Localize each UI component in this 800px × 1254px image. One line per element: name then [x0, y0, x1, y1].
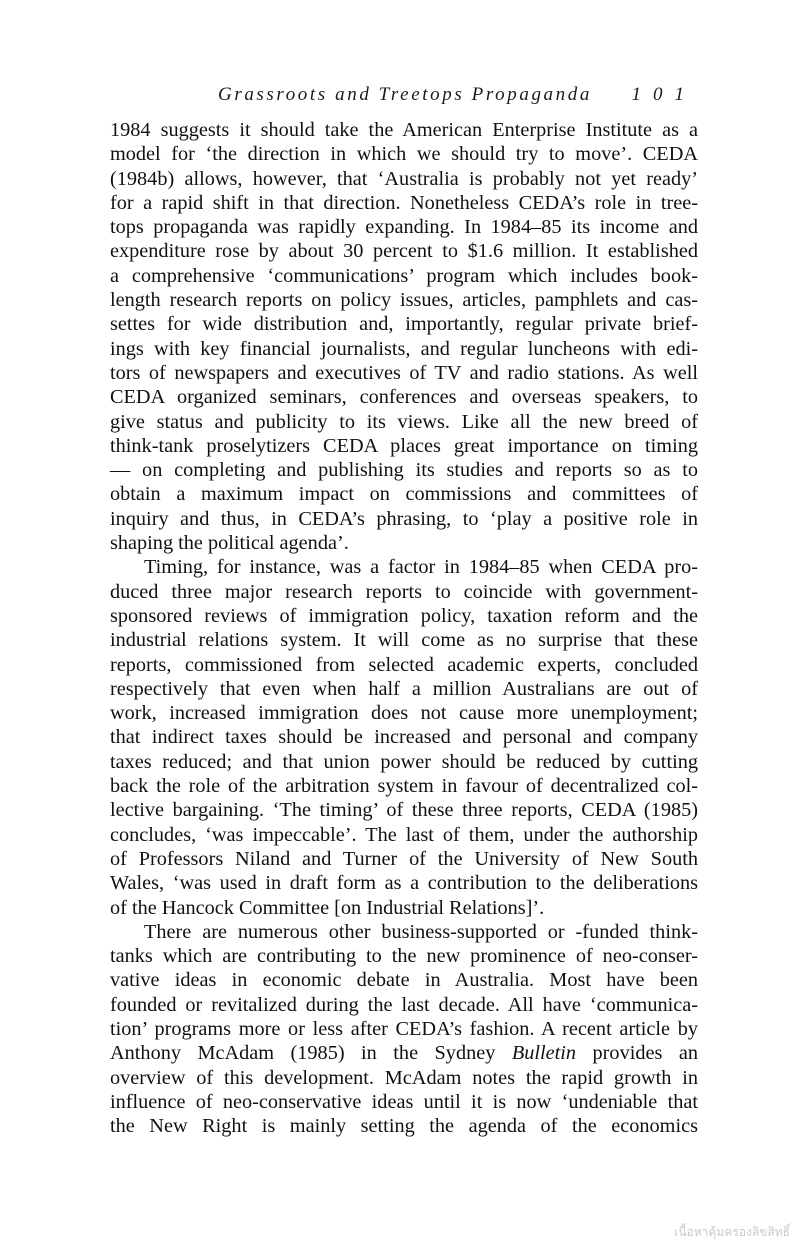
text-line: — on completing and publishing its studies and reports so as to [110, 459, 698, 482]
text-line: of Professors Niland and Turner of the University of New South [110, 847, 698, 870]
text-segment: Anthony McAdam (1985) in the Sydney [110, 1042, 496, 1065]
italic-title: Bulletin [511, 1042, 577, 1065]
text-line: tion’ programs more or less after CEDA’s fashion. A recent article by [110, 1017, 698, 1040]
text-line: think-tank proselytizers CEDA places great importance on timing [110, 434, 698, 457]
text-line: tanks which are contributing to the new prominence of neo-conser- [110, 945, 698, 968]
text-line: lective bargaining. ‘The timing’ of these three reports, CEDA (1985) [110, 799, 698, 822]
text-line: CEDA organized seminars, conferences and overseas speakers, to [110, 386, 698, 409]
text-line: Timing, for instance, was a factor in 1984–85 when CEDA pro- [144, 556, 698, 579]
text-line: taxes reduced; and that union power should be reduced by cutting [110, 750, 698, 773]
text-line: concludes, ‘was impeccable’. The last of them, under the authorship [110, 823, 698, 846]
text-line: shaping the political agenda’. [110, 532, 349, 555]
running-head [218, 84, 696, 112]
text-line: give status and publicity to its views. Like all the new breed of [110, 410, 698, 433]
text-line: industrial relations system. It will come as no surprise that these [110, 629, 698, 652]
text-line: settes for wide distribution and, importantly, regular private brief- [110, 313, 698, 336]
text-line: back the role of the arbitration system in favour of decentralized col- [110, 775, 698, 798]
text-line: tops propaganda was rapidly expanding. In 1984–85 its income and [110, 216, 698, 239]
text-line: (1984b) allows, however, that ‘Australia is probably not yet ready’ [110, 167, 698, 190]
page-number: 101 [631, 84, 696, 105]
body-text [110, 118, 698, 1138]
text-line [110, 1041, 698, 1065]
text-line: There are numerous other business-supported or -funded think- [144, 920, 698, 943]
text-line: a comprehensive ‘communications’ program which includes book- [110, 264, 698, 287]
text-line: length research reports on policy issues, articles, pamphlets and cas- [110, 289, 698, 312]
text-line: work, increased immigration does not cause more unemployment; [110, 702, 698, 725]
text-line: respectively that even when half a million Australians are out of [110, 677, 698, 700]
text-segment: provides an [592, 1042, 698, 1065]
running-head-title: Grassroots and Treetops Propaganda [218, 84, 592, 105]
text-line: sponsored reviews of immigration policy, taxation reform and the [110, 604, 698, 627]
text-line: 1984 suggests it should take the American Enterprise Institute as a [110, 119, 698, 141]
text-line: duced three major research reports to coincide with government- [110, 580, 698, 603]
text-line: inquiry and thus, in CEDA’s phrasing, to ‘play a positive role in [110, 507, 698, 530]
text-line: reports, commissioned from selected academic experts, concluded [110, 653, 698, 676]
copyright-watermark: เนื้อหาคุ้มครองลิขสิทธิ์ [674, 1225, 790, 1239]
text-line: obtain a maximum impact on commissions and committees of [110, 483, 698, 506]
text-line: model for ‘the direction in which we should try to move’. CEDA [110, 143, 698, 166]
text-line: expenditure rose by about 30 percent to $1.6 million. It established [110, 240, 698, 263]
text-line: tors of newspapers and executives of TV and radio stations. As well [110, 361, 698, 384]
text-line: founded or revitalized during the last decade. All have ‘communica- [110, 993, 698, 1016]
text-line: influence of neo-conservative ideas until it is now ‘undeniable that [110, 1090, 698, 1113]
text-line: Wales, ‘was used in draft form as a contribution to the deliberations [110, 872, 698, 895]
text-line: the New Right is mainly setting the agenda of the economics [110, 1115, 698, 1138]
text-line: ings with key financial journalists, and regular luncheons with edi- [110, 337, 698, 360]
text-line: overview of this development. McAdam notes the rapid growth in [110, 1066, 698, 1089]
text-line: vative ideas in economic debate in Australia. Most have been [110, 969, 698, 992]
text-line: for a rapid shift in that direction. Nonetheless CEDA’s role in tree- [110, 191, 698, 214]
text-line: of the Hancock Committee [on Industrial Relations]’. [110, 896, 545, 919]
text-line: that indirect taxes should be increased and personal and company [110, 726, 698, 749]
